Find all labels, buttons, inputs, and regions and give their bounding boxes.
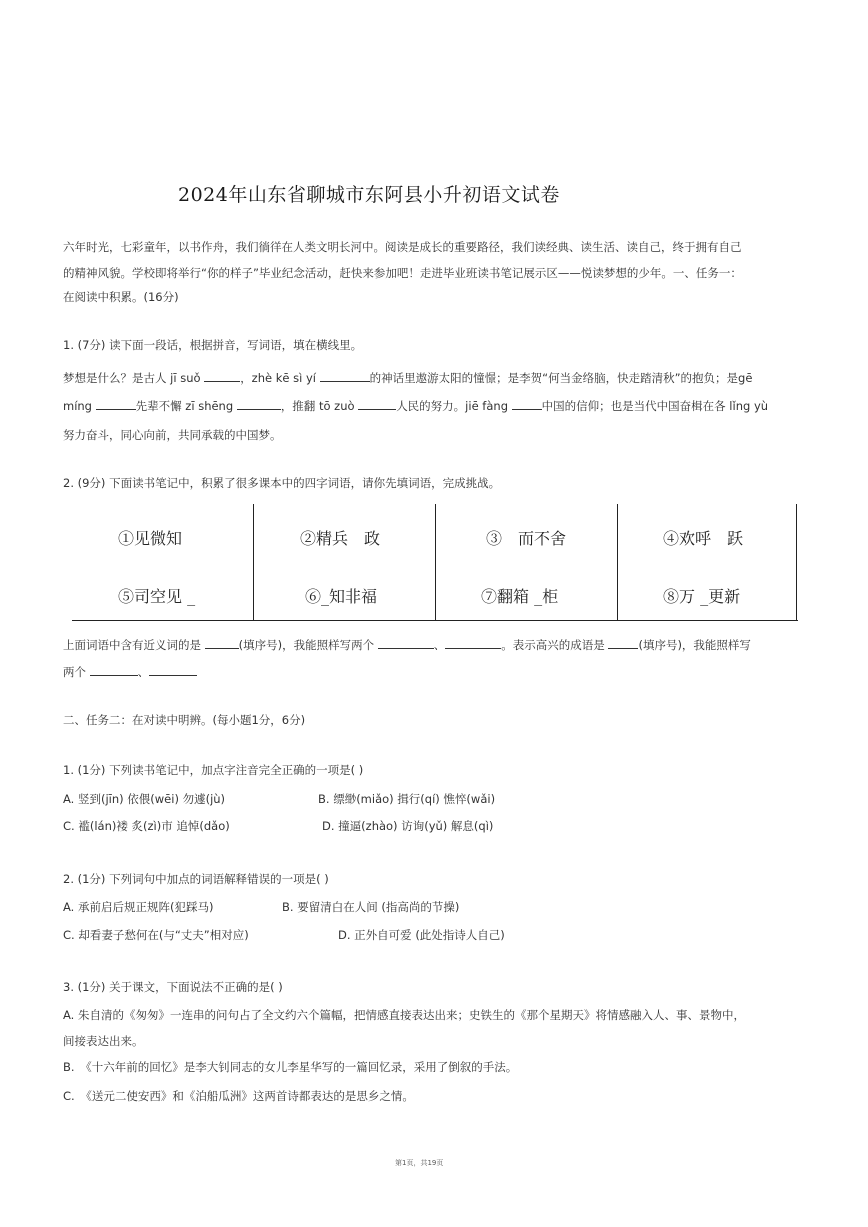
answer-blank[interactable] [149, 664, 197, 676]
table-bottom-rule [72, 620, 798, 621]
q1-text: 先辈不懈 zī shēng [135, 399, 234, 413]
idiom-cell: ①见微知 [118, 529, 183, 548]
q1-text: 的神话里遨游太阳的憧憬；是李贺“何当金络脑，快走踏清秋”的抱负；是gē [369, 371, 753, 385]
answer-blank[interactable] [512, 398, 542, 410]
idiom-table [72, 504, 798, 621]
q1-text: ，推翻 tō zuò [280, 399, 355, 413]
mc1-option-a[interactable]: A. 竖到(jīn) 依偎(wēi) 勿遽(jù) [63, 792, 226, 806]
answer-blank[interactable] [90, 664, 138, 676]
idiom-cell: ⑧万 _更新 [663, 587, 741, 606]
idiom-cell: ②精兵 政 [300, 529, 381, 548]
idiom-cell: ⑦翻箱 _柜 [481, 587, 559, 606]
q2-text: 、 [433, 638, 446, 652]
q2-text: (填序号)，我能照样写 [638, 638, 751, 652]
mc2-option-b[interactable]: B. 要留清白在人间 (指高尚的节操) [282, 900, 460, 914]
q1-text: ，zhè kē sì yí [240, 371, 316, 385]
mc3-option-a[interactable]: A. 朱自清的《匆匆》一连串的问句占了全文约六个篇幅，把情感直接表达出来；史铁生的《那个星期天》将情感融入人、事、景物中， [63, 1008, 745, 1022]
page-footer: 第1页，共19页 [395, 1159, 444, 1167]
answer-blank[interactable] [378, 637, 434, 649]
answer-blank[interactable] [96, 398, 136, 410]
q1-text: 中国的信仰；也是当代中国奋楫在各 lǐng yù [541, 399, 769, 413]
mc1-option-b[interactable]: B. 缥缈(miǎo) 揖行(qí) 憔悴(wǎi) [318, 792, 496, 806]
answer-blank[interactable] [204, 370, 240, 382]
page-title: 2024年山东省聊城市东阿县小升初语文试卷 [178, 184, 560, 206]
answer-blank[interactable] [205, 637, 239, 649]
idiom-cell: ⑤司空见 _ [118, 587, 196, 606]
mc2-option-c[interactable]: C. 却看妻子愁何在(与“丈夫”相对应) [63, 928, 249, 942]
mc2-option-a[interactable]: A. 承前启后规正规阵(犯踩马) [63, 900, 214, 914]
intro-line-3: 在阅读中积累。(16分) [63, 290, 179, 304]
mc1-option-d[interactable]: D. 撞逼(zhào) 访询(yǔ) 解息(qì) [322, 819, 494, 833]
table-divider [435, 504, 436, 621]
answer-blank[interactable] [320, 370, 370, 382]
idiom-cell: ③ 而不舍 [486, 529, 567, 548]
q2-after-line-1 [63, 637, 751, 652]
table-divider [796, 504, 797, 621]
intro-line-2: 的精神风貌。学校即将举行“你的样子”毕业纪念活动，赶快来参加吧！走进毕业班读书笔记展示区——悦读梦想的少年。一、任务一： [63, 266, 742, 280]
q1-line-3: 努力奋斗，同心向前，共同承载的中国梦。 [63, 428, 282, 442]
q2-text: 两个 [63, 665, 86, 679]
q2-after-line-2 [63, 664, 197, 679]
idiom-cell: ④欢呼 跃 [663, 529, 744, 548]
q2-header: 2. (9分) 下面读书笔记中，积累了很多课本中的四字词语，请你先填词语，完成挑战。 [63, 476, 501, 490]
q2-text: 上面词语中含有近义词的是 [63, 638, 201, 652]
q2-text: 、 [137, 665, 150, 679]
table-divider [253, 504, 254, 621]
idiom-cell: ⑥_知非福 [305, 587, 378, 606]
mc2-question: 2. (1分) 下列词句中加点的词语解释错误的一项是( ) [63, 872, 329, 886]
q1-header: 1. (7分) 读下面一段话，根据拼音，写词语，填在横线里。 [63, 338, 363, 352]
q1-line-2 [63, 398, 768, 413]
intro-line-1: 六年时光，七彩童年，以书作舟，我们徜徉在人类文明长河中。阅读是成长的重要路径，我们读经典、读生活、读自己，终于拥有自己 [63, 240, 742, 254]
answer-blank[interactable] [358, 398, 396, 410]
answer-blank[interactable] [237, 398, 281, 410]
q1-line-1 [63, 370, 752, 385]
q2-text: 。表示高兴的成语是 [501, 638, 605, 652]
q1-text: míng [63, 399, 92, 413]
mc3-question: 3. (1分) 关于课文，下面说法不正确的是( ) [63, 980, 283, 994]
mc3-option-a-cont: 间接表达出来。 [63, 1034, 144, 1048]
mc1-option-c[interactable]: C. 褴(lán)褛 炙(zì)市 追悼(dǎo) [63, 819, 230, 833]
task2-header: 二、任务二：在对读中明辨。(每小题1分，6分) [63, 713, 306, 727]
mc3-option-c[interactable]: C. 《送元二使安西》和《泊船瓜洲》这两首诗都表达的是思乡之情。 [63, 1089, 414, 1103]
answer-blank[interactable] [445, 637, 501, 649]
table-divider [617, 504, 618, 621]
mc3-option-b[interactable]: B. 《十六年前的回忆》是李大钊同志的女儿李星华写的一篇回忆录，采用了倒叙的手法。 [63, 1060, 518, 1074]
answer-blank[interactable] [608, 637, 638, 649]
q1-text: 梦想是什么？是古人 jī suǒ [63, 371, 201, 385]
mc2-option-d[interactable]: D. 正外自可爱 (此处指诗人自己) [338, 928, 505, 942]
q1-text: 人民的努力。jiē fàng [396, 399, 508, 413]
q2-text: (填序号)，我能照样写两个 [238, 638, 375, 652]
mc1-question: 1. (1分) 下列读书笔记中，加点字注音完全正确的一项是( ) [63, 763, 364, 777]
